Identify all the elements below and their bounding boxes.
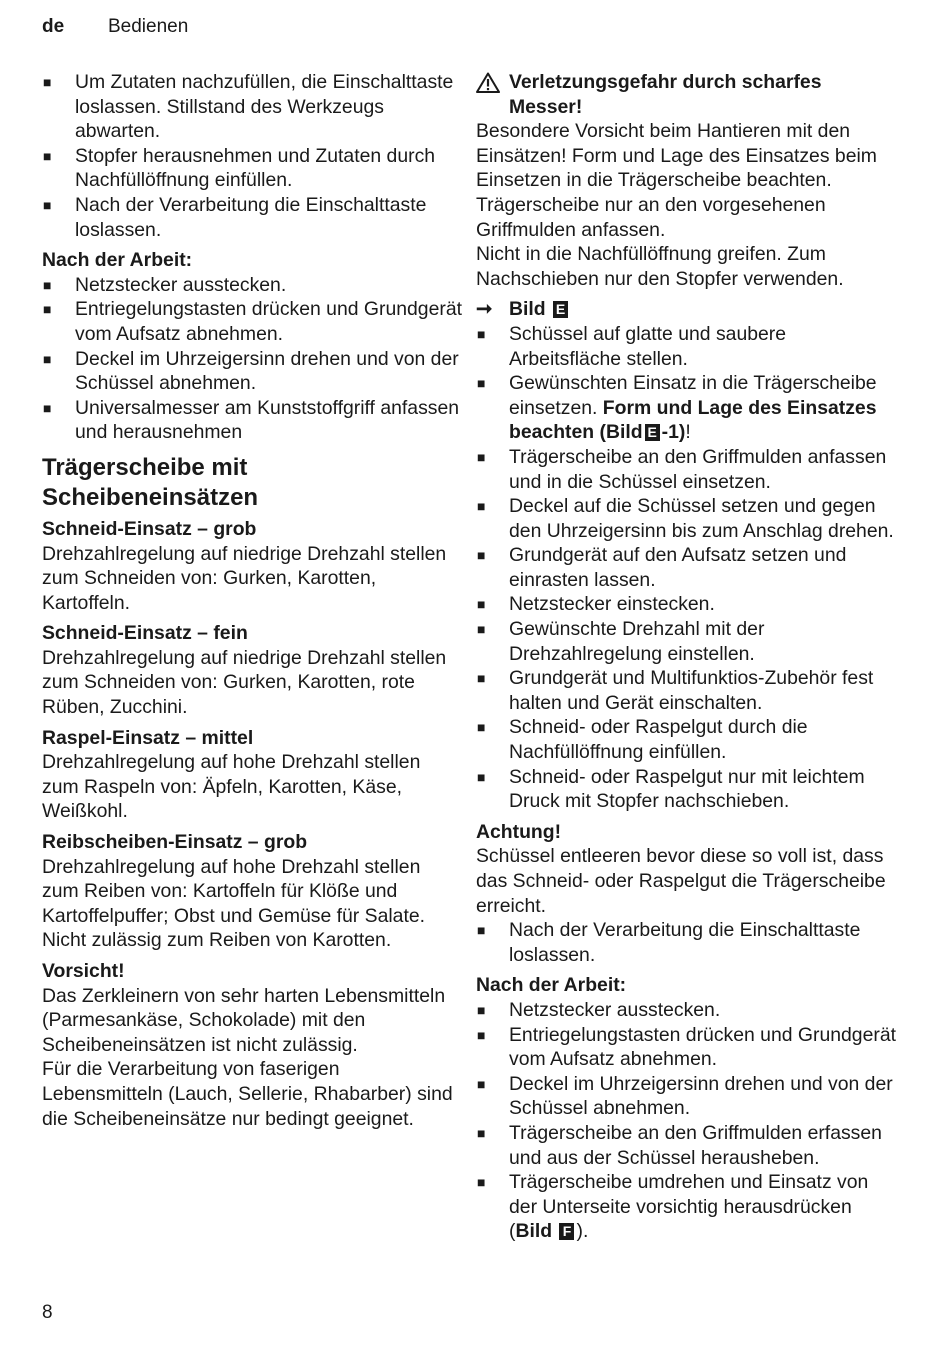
attention-heading: Achtung! (476, 820, 562, 843)
list-item: ■ Stopfer herausnehmen und Zutaten durch Nachfüllöffnung einfüllen. (43, 144, 436, 192)
bullet-icon: ■ (477, 325, 486, 342)
list-item: ■ Deckel im Uhrzeigersinn drehen und von der Schüssel abnehmen. (43, 347, 459, 395)
caution-heading: Vorsicht! (42, 960, 125, 982)
list-item: ■ Grundgerät und Multifunktios-Zubehör fest halten und Gerät einschalten. (477, 667, 874, 714)
list-item: ■ Schneid- oder Raspelgut durch die Nachfüllöffnung einfüllen. (477, 716, 808, 764)
bullet-icon: ■ (43, 301, 52, 318)
bullet-icon: ■ (43, 399, 52, 416)
section-title: Trägerscheibe mit Scheibeneinsätzen (42, 453, 259, 511)
insert-title: Reibscheiben-Einsatz – grob (42, 831, 308, 854)
list-item: ■ Deckel im Uhrzeigersinn drehen und von der Schüssel abnehmen. (477, 1072, 893, 1120)
bullet-icon: ■ (477, 670, 486, 687)
caution-text: Für die Verarbeitung von faserigen Lebensmitteln (Lauch, Sellerie, Rhabarber) sind die Scheibeneinsätze nur bedingt geeignet. (42, 1058, 453, 1130)
bullet-icon: ■ (477, 1001, 486, 1018)
list-item: ■ Deckel auf die Schüssel setzen und gegen den Uhrzeigersinn bis zum Anschlag drehen. (477, 495, 894, 542)
insert-text: Drehzahlregelung auf hohe Drehzahl stellen zum Raspeln von: Äpfeln, Karotten, Käse, Weißkohl. (42, 751, 421, 823)
after-work-heading: Nach der Arbeit: (42, 249, 193, 272)
list-item: ■ Gewünschten Einsatz in die Trägerscheibe einsetzen. Form und Lage des Einsatzes beachten (Bild E -1)! (477, 372, 877, 444)
insert-title: Schneid-Einsatz – fein (42, 622, 248, 645)
list-item: ■ Netzstecker ausstecken. (43, 273, 287, 296)
insert-title: Raspel-Einsatz – mittel (42, 726, 254, 749)
bullet-icon: ■ (477, 1075, 486, 1092)
list-item: ■ Nach der Verarbeitung die Einschalttaste loslassen. (43, 193, 427, 241)
bullet-icon: ■ (43, 276, 52, 293)
list-item: ■ Entriegelungstasten drücken und Grundgerät vom Aufsatz abnehmen. (43, 298, 462, 345)
insert-text: Drehzahlregelung auf hohe Drehzahl stellen zum Reiben von: Kartoffeln für Klöße und Kartoffelpuffer; Obst und Gemüse für Salate. Nicht zulässig zum Reiben von Karotten. (42, 855, 426, 952)
bullet-icon: ■ (477, 621, 486, 638)
list-item: ■ Trägerscheibe umdrehen und Einsatz von der Unterseite vorsichtig herausdrücken (Bild F ). (477, 1171, 869, 1243)
figure-letter-badge: E (645, 424, 660, 441)
section-name: Bedienen (108, 16, 189, 37)
bullet-icon: ■ (43, 350, 52, 367)
warning-text: Nicht in die Nachfüllöffnung greifen. Zum Nachschieben nur den Stopfer verwenden. (476, 243, 844, 290)
right-column (476, 70, 896, 1244)
language-code: de (42, 16, 65, 37)
warning-title: Verletzungsgefahr durch scharfes Messer! (476, 70, 896, 119)
list-item: ■ Netzstecker ausstecken. (477, 998, 721, 1021)
bullet-icon: ■ (43, 196, 52, 213)
warning-text: Besondere Vorsicht beim Hantieren mit den Einsätzen! Form und Lage des Einsatzes beim Einsetzen in die Trägerscheibe beachten. Trägerscheibe nur an den vorgesehenen Griffmulden anfassen. (476, 120, 877, 241)
list-item: ■ Grundgerät auf den Aufsatz setzen und einrasten lassen. (477, 544, 847, 591)
bullet-icon: ■ (477, 719, 486, 736)
list-item: ■ Nach der Verarbeitung die Einschalttaste loslassen. (477, 919, 861, 966)
bullet-icon: ■ (477, 498, 486, 515)
list-item: ■ Gewünschte Drehzahl mit der Drehzahlregelung einstellen. (477, 618, 765, 665)
bullet-icon: ■ (477, 922, 486, 939)
bullet-icon: ■ (477, 768, 486, 785)
figure-letter-badge: E (553, 301, 568, 318)
bullet-icon: ■ (477, 375, 486, 392)
list-item: ■ Entriegelungstasten drücken und Grundgerät vom Aufsatz abnehmen. (477, 1023, 896, 1071)
list-item: ■ Trägerscheibe an den Griffmulden erfassen und aus der Schüssel herausheben. (477, 1121, 882, 1169)
bullet-icon: ■ (477, 547, 486, 564)
left-column (42, 70, 462, 1131)
list-item: ■ Universalmesser am Kunststoffgriff anfassen und herausnehmen (43, 396, 460, 444)
page-header (42, 14, 188, 40)
list-item: ■ Trägerscheibe an den Griffmulden anfassen und in die Schüssel einsetzen. (477, 445, 887, 493)
list-item: ■ Um Zutaten nachzufüllen, die Einschalttaste loslassen. Stillstand des Werkzeugs abwarten. (43, 71, 454, 143)
list-item: ■ Netzstecker einstecken. (477, 593, 715, 616)
arrow-right-icon: ➞ (476, 298, 493, 321)
list-item: ■ Schneid- oder Raspelgut nur mit leichtem Druck mit Stopfer nachschieben. (477, 765, 865, 813)
bullet-icon: ■ (43, 147, 52, 164)
insert-title: Schneid-Einsatz – grob (42, 517, 257, 540)
bullet-icon: ■ (477, 596, 486, 613)
bullet-icon: ■ (477, 1174, 486, 1191)
attention-text: Schüssel entleeren bevor diese so voll ist, dass das Schneid- oder Raspelgut die Trägerscheibe erreicht. (476, 845, 886, 917)
list-item: ■ Schüssel auf glatte und saubere Arbeitsfläche stellen. (477, 322, 787, 370)
after-work-heading: Nach der Arbeit: (476, 974, 627, 997)
caution-text: Das Zerkleinern von sehr harten Lebensmitteln (Parmesankäse, Schokolade) mit den Scheibeneinsätzen ist nicht zulässig. (42, 984, 446, 1056)
insert-text: Drehzahlregelung auf niedrige Drehzahl stellen zum Schneiden von: Gurken, Karotten, rote Rüben, Zucchini. (42, 646, 447, 719)
figure-letter-badge: F (559, 1223, 574, 1240)
bullet-icon: ■ (477, 1124, 486, 1141)
warning-triangle-icon (476, 72, 500, 93)
bullet-icon: ■ (477, 448, 486, 465)
bullet-icon: ■ (43, 74, 52, 90)
page-number: 8 (42, 1302, 53, 1323)
figure-reference: ➞ Bild E (476, 297, 896, 322)
insert-text: Drehzahlregelung auf niedrige Drehzahl stellen zum Schneiden von: Gurken, Karotten, Kartoffeln. (42, 542, 447, 614)
bullet-icon: ■ (477, 1026, 486, 1043)
